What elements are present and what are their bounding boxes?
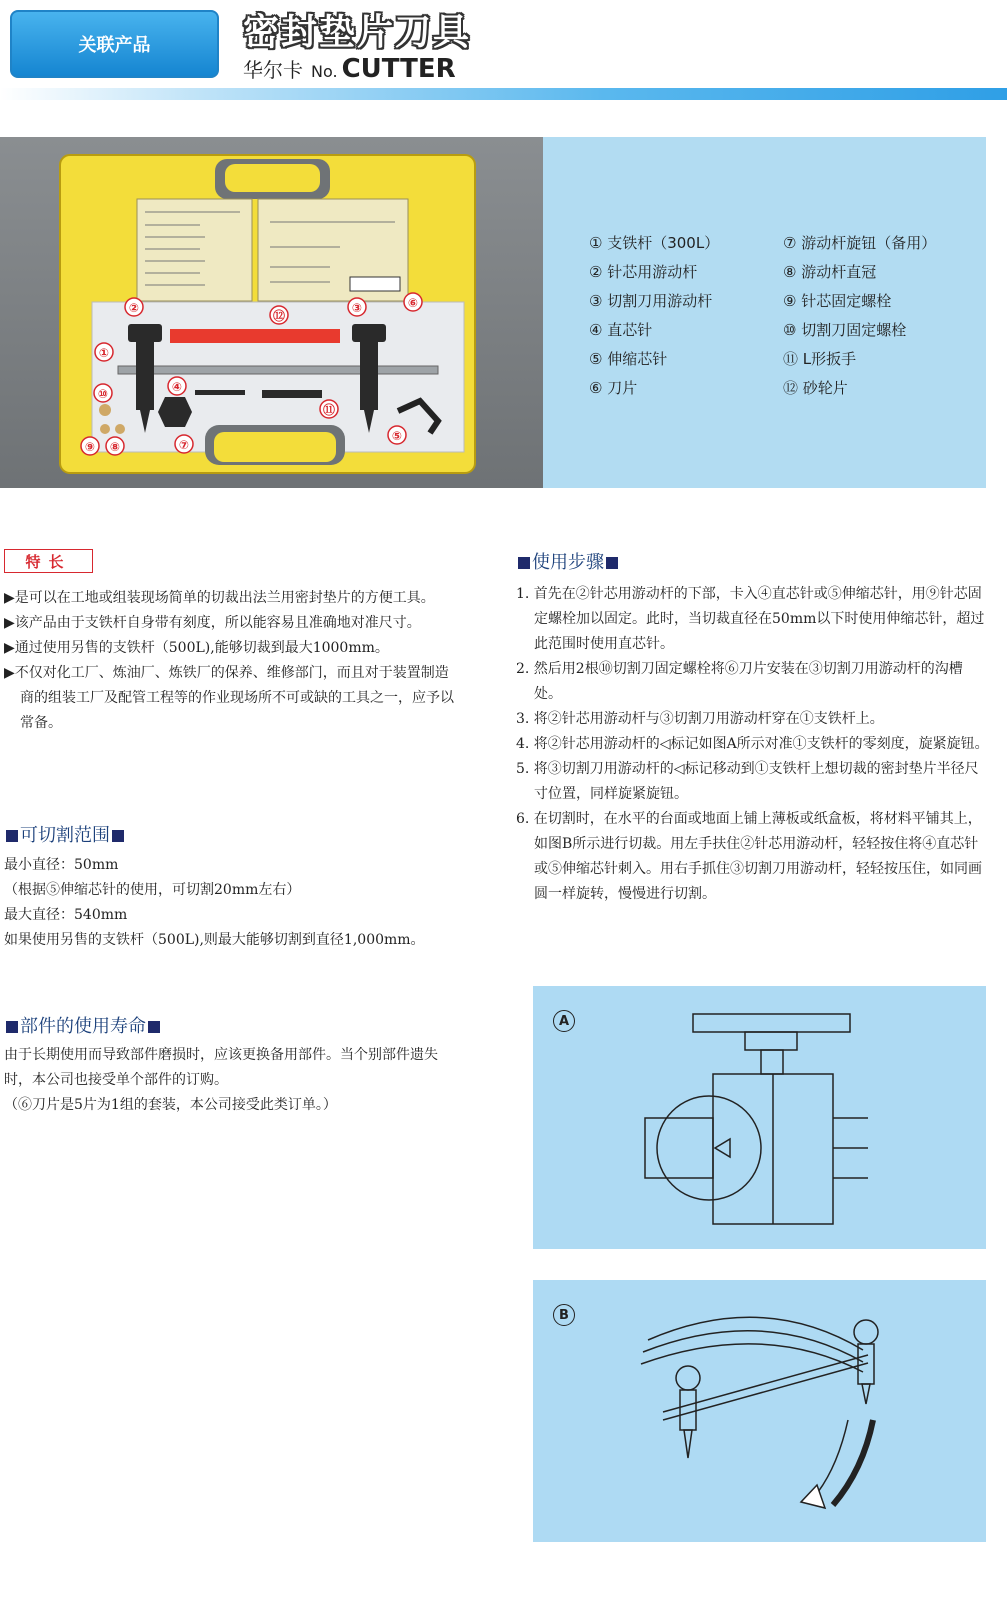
svg-text:⑤: ⑤: [391, 429, 403, 443]
usage-step: 4. 将②针芯用游动杆的◁标记如图A所示对准①支铁杆的零刻度，旋紧旋钮。: [516, 736, 989, 752]
callout-4: [168, 377, 186, 395]
callout-11: [320, 400, 338, 418]
part-item: ④ 直芯针: [589, 321, 653, 339]
part-item: ⑪ L形扳手: [783, 350, 857, 368]
svg-text:⑨: ⑨: [84, 440, 96, 454]
callout-7: [175, 435, 193, 453]
usage-step: 3. 将②针芯用游动杆与③切割刀用游动杆穿在①支铁杆上。: [516, 711, 884, 727]
page-title: 密封垫片刀具: [243, 12, 472, 53]
svg-text:⑧: ⑧: [109, 440, 121, 454]
part-item: ⑫ 砂轮片: [783, 379, 848, 397]
feature-item: ▶不仅对化工厂、炼油厂、炼铁厂的保养、维修部门，而且对于装置制造商的组装工厂及配管工程等的作业现场所不可或缺的工具之一，应予以常备。: [4, 665, 454, 731]
no-label: No.: [311, 62, 338, 81]
usage-step: 6. 在切割时，在水平的台面或地面上铺上薄板或纸盒板，将材料平铺其上，如图B所示进行切裁。用左手扶住②针芯用游动杆，轻轻按住将④直芯针或⑤伸缩芯针刺入。用右手抓住③切割刀用游动杆，轻轻按压住，如同画圆一样旋转，慢慢进行切割。: [516, 811, 982, 902]
figure-b-label: B: [553, 1304, 575, 1326]
callout-10: [94, 384, 112, 402]
product-name: CUTTER: [341, 54, 456, 84]
callout-12: [270, 306, 288, 324]
svg-text:⑫: ⑫: [272, 309, 286, 323]
part-item: ① 支铁杆（300L）: [589, 234, 720, 252]
square-bullet-icon: [518, 557, 530, 569]
svg-text:③: ③: [351, 301, 363, 315]
features-list: [4, 586, 456, 736]
lifetime-line: （⑥刀片是5片为1组的套装，本公司接受此类订单。）: [4, 1097, 337, 1113]
svg-text:①: ①: [98, 346, 110, 360]
square-bullet-icon: [148, 1021, 160, 1033]
cut-range-heading: 可切割范围: [4, 821, 126, 847]
usage-step: 5. 将③切割刀用游动杆的◁标记移动到①支铁杆上想切裁的密封垫片半径尺寸位置，同样旋紧旋钮。: [516, 761, 979, 802]
callout-3: [348, 298, 366, 316]
product-photo: [0, 137, 543, 488]
feature-item: ▶该产品由于支铁杆自身带有刻度，所以能容易且准确地对准尺寸。: [4, 615, 421, 631]
lifetime-heading: 部件的使用寿命: [4, 1012, 162, 1038]
part-item: ③ 切割刀用游动杆: [589, 292, 713, 310]
part-item: ⑩ 切割刀固定螺栓: [783, 321, 907, 339]
part-item: ⑧ 游动杆直冠: [783, 263, 877, 281]
callout-1: [95, 343, 113, 361]
usage-heading: 使用步骤: [516, 548, 620, 574]
part-item: ⑦ 游动杆旋钮（备用）: [783, 234, 937, 252]
usage-steps: [516, 582, 990, 907]
callout-9: [81, 437, 99, 455]
part-item: ⑥ 刀片: [589, 379, 638, 397]
figure-a-label: A: [553, 1010, 575, 1032]
cut-range-line: 最大直径：540mm: [4, 907, 128, 923]
square-bullet-icon: [6, 830, 18, 842]
product-subtitle: [243, 54, 456, 84]
usage-step: 2. 然后用2根⑩切割刀固定螺栓将⑥刀片安装在③切割刀用游动杆的沟槽处。: [516, 661, 963, 702]
part-item: ⑤ 伸缩芯针: [589, 350, 668, 368]
part-item: ② 针芯用游动杆: [589, 263, 698, 281]
cut-range-text: [4, 853, 456, 953]
callout-5: [388, 426, 406, 444]
usage-step: 1. 首先在②针芯用游动杆的下部，卡入④直芯针或⑤伸缩芯针，用⑨针芯固定螺栓加以固定。此时，当切裁直径在50mm以下时使用伸缩芯针，超过此范围时使用直芯针。: [516, 586, 985, 652]
tool-kit-illustration: [0, 137, 543, 488]
lifetime-line: 由于长期使用而导致部件磨损时，应该更换备用部件。当个别部件遗失时，本公司也接受单个部件的订购。: [4, 1047, 438, 1088]
square-bullet-icon: [6, 1021, 18, 1033]
cut-range-line: （根据⑤伸缩芯针的使用，可切割20mm左右）: [4, 882, 301, 898]
square-bullet-icon: [606, 557, 618, 569]
cut-range-line: 如果使用另售的支铁杆（500L),则最大能够切割到直径1,000mm。: [4, 932, 425, 948]
callout-2: [125, 298, 143, 316]
svg-text:⑥: ⑥: [407, 296, 419, 310]
figure-b-diagram: [533, 1280, 986, 1542]
figure-b: [533, 1280, 986, 1542]
svg-text:⑦: ⑦: [178, 438, 190, 452]
lifetime-text: [4, 1043, 456, 1118]
svg-text:⑪: ⑪: [322, 403, 336, 417]
svg-text:②: ②: [128, 301, 140, 315]
cut-range-line: 最小直径：50mm: [4, 857, 119, 873]
figure-a: [533, 986, 986, 1249]
parts-legend: [543, 137, 986, 488]
callout-6: [404, 293, 422, 311]
features-badge: 特长: [4, 549, 93, 573]
feature-item: ▶是可以在工地或组装现场简单的切裁出法兰用密封垫片的方便工具。: [4, 590, 435, 606]
figure-a-diagram: [533, 986, 986, 1249]
brand-name: 华尔卡: [243, 58, 303, 82]
svg-text:④: ④: [171, 380, 183, 394]
feature-item: ▶通过使用另售的支铁杆（500L),能够切裁到最大1000mm。: [4, 640, 389, 656]
svg-text:⑩: ⑩: [97, 387, 109, 401]
square-bullet-icon: [112, 830, 124, 842]
header-divider: [0, 88, 1007, 100]
related-products-button[interactable]: 关联产品: [10, 10, 219, 78]
callout-8: [106, 437, 124, 455]
part-item: ⑨ 针芯固定螺栓: [783, 292, 892, 310]
